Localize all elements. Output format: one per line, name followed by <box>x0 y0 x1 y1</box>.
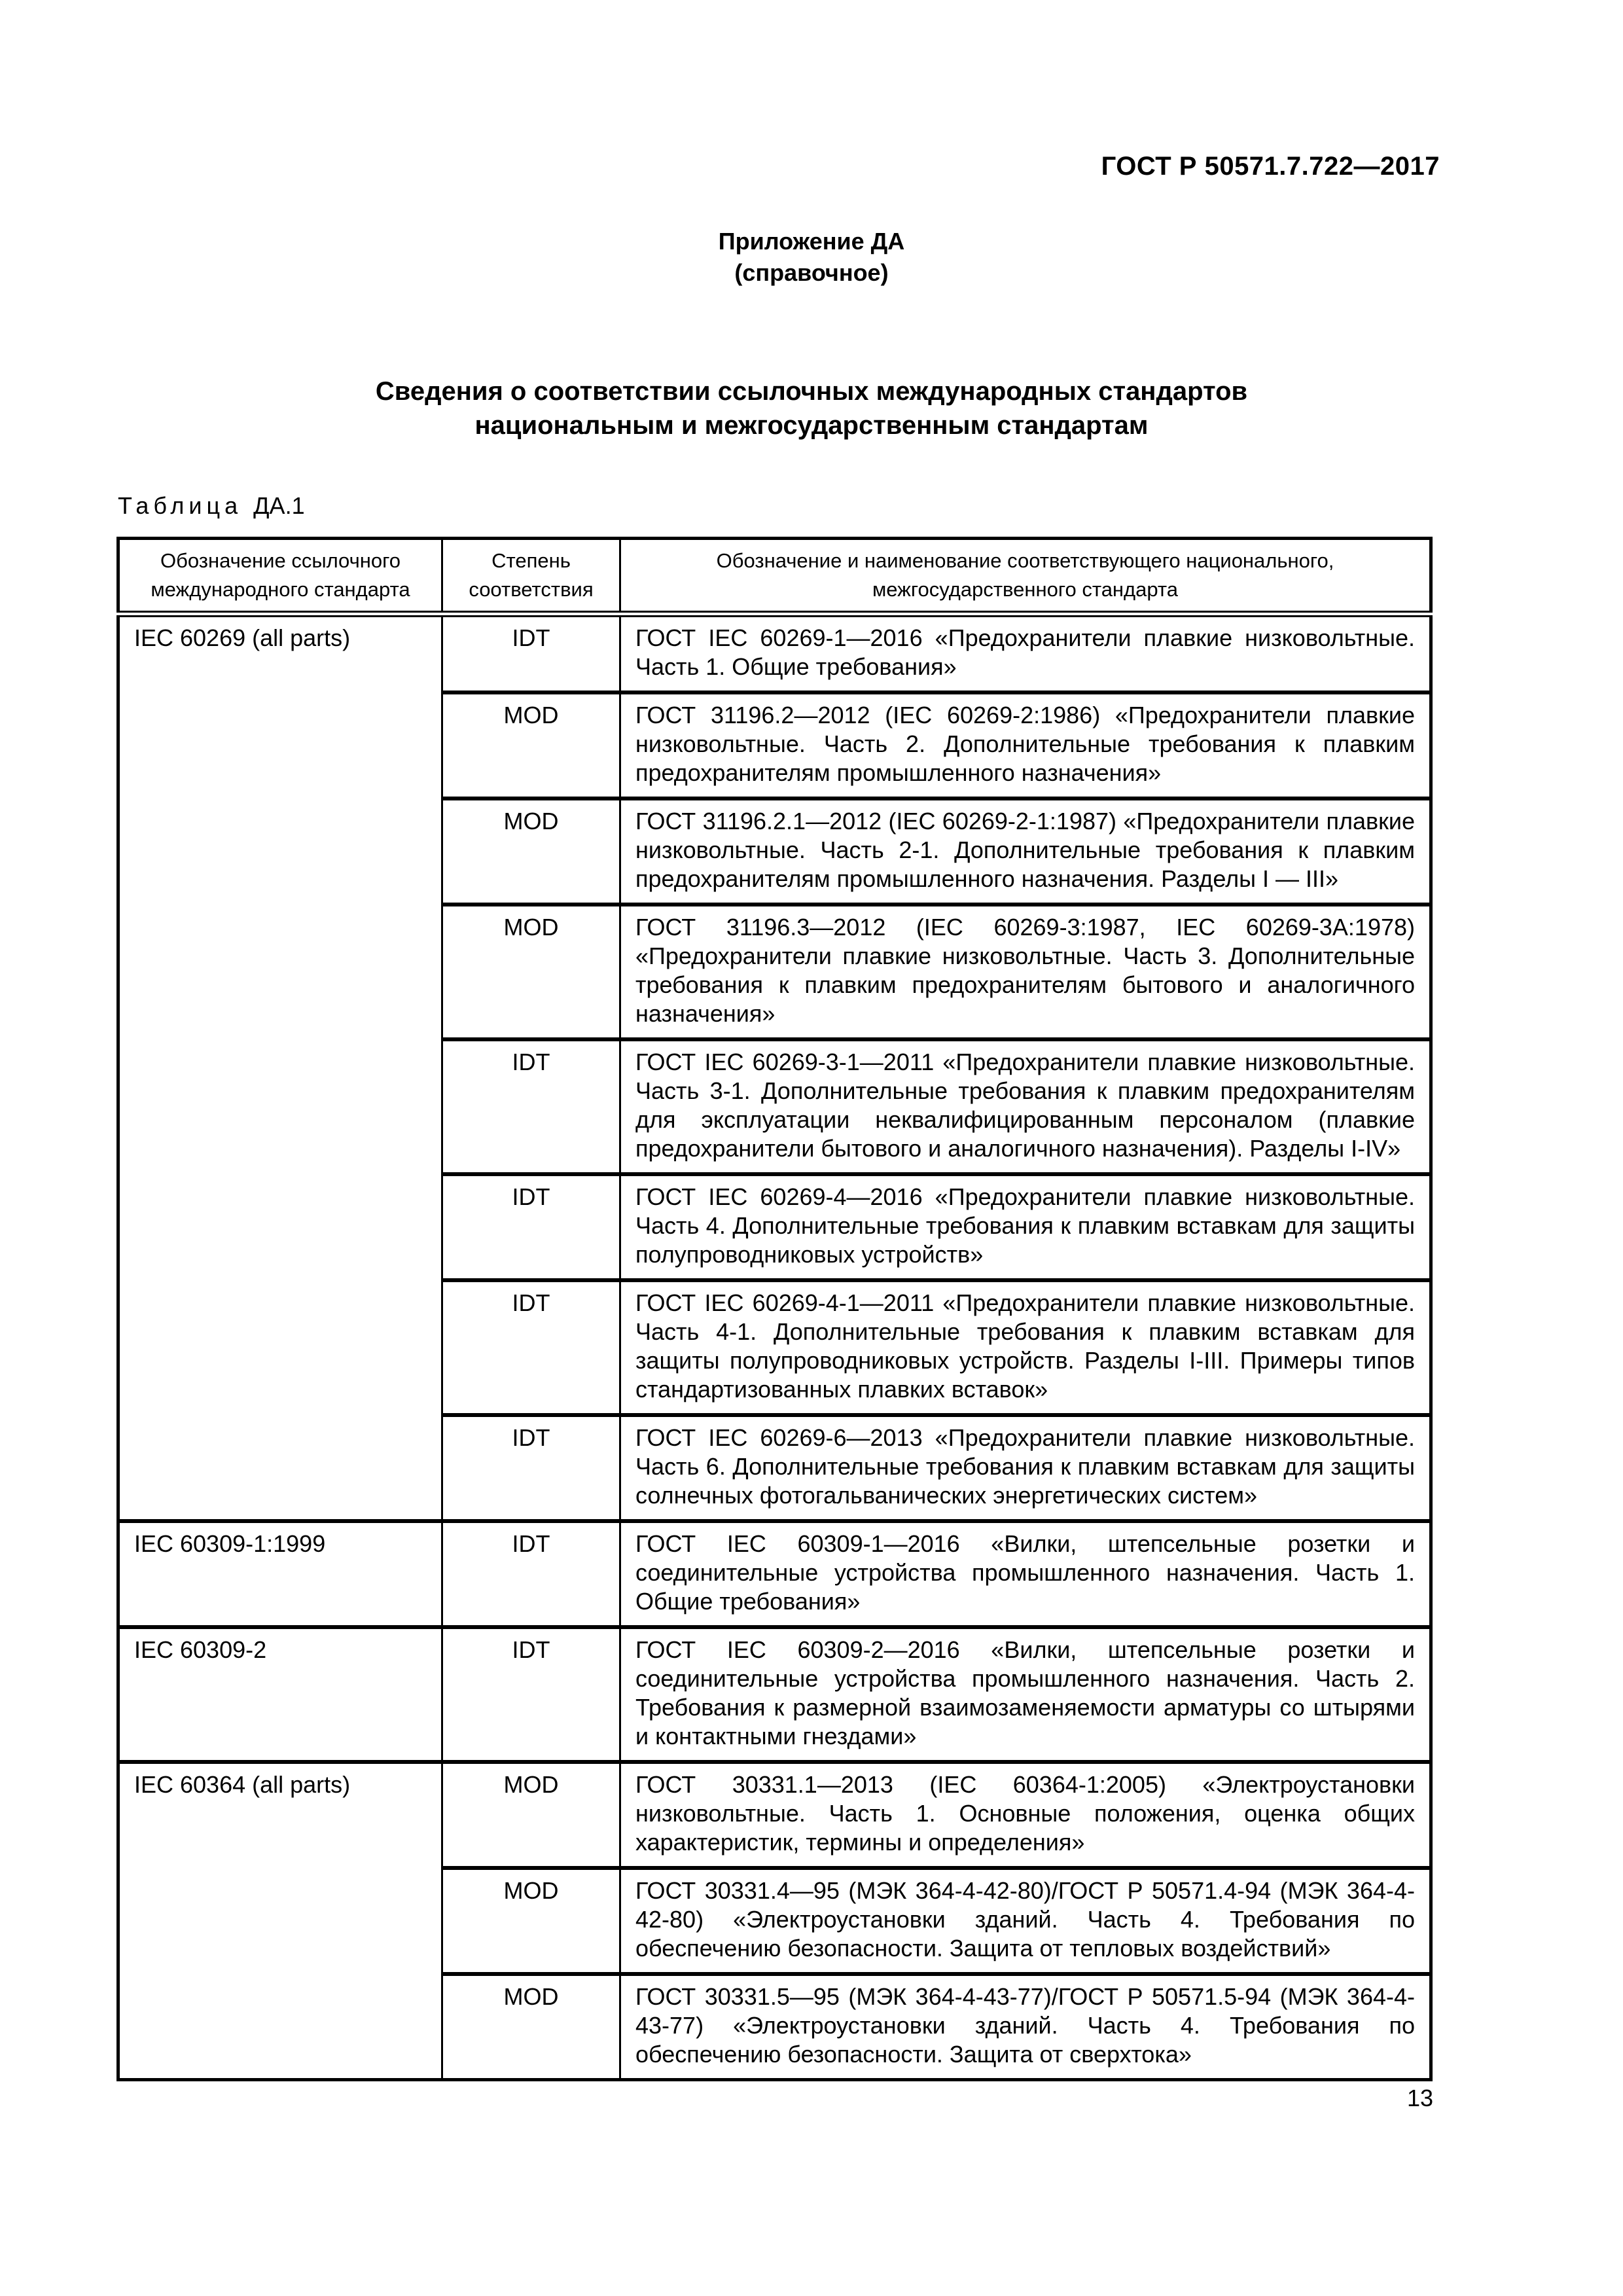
degree-cell: MOD <box>442 1974 620 2080</box>
table-row <box>118 1521 1431 1627</box>
degree-cell: MOD <box>442 692 620 798</box>
document-code: ГОСТ Р 50571.7.722—2017 <box>1101 152 1440 181</box>
degree-cell: MOD <box>442 1762 620 1868</box>
appendix-label: Приложение ДА <box>718 228 905 255</box>
national-standard-cell: ГОСТ 30331.5—95 (МЭК 364-4-43-77)/ГОСТ Р 50571.5-94 (МЭК 364-4-43-77) «Электроустановки зданий. Часть 4. Требования по обеспечению безопасности. Защита от сверхтока» <box>620 1974 1431 2080</box>
intl-standard-cell: IEC 60269 (all parts) <box>118 614 442 1521</box>
national-standard-cell: ГОСТ IEC 60269-4-1—2011 «Предохранители плавкие низковольтные. Часть 4-1. Дополнительные требования к плавким вставкам для защиты полупроводниковых устройств. Разделы I-III. Примеры типов стандартизованных плавких вставок» <box>620 1280 1431 1415</box>
intl-standard-cell: IEC 60309-2 <box>118 1627 442 1762</box>
appendix-heading <box>0 226 1623 289</box>
appendix-type: (справочное) <box>734 259 889 286</box>
table-header-row <box>118 539 1431 615</box>
column-header-international: Обозначение ссылочного международного стандарта <box>118 539 442 615</box>
table-caption-number: ДА.1 <box>253 492 305 519</box>
national-standard-cell: ГОСТ IEC 60269-1—2016 «Предохранители плавкие низковольтные. Часть 1. Общие требования» <box>620 614 1431 692</box>
intl-standard-cell: IEC 60364 (all parts) <box>118 1762 442 2080</box>
column-header-degree: Степень соответствия <box>442 539 620 615</box>
degree-cell: IDT <box>442 614 620 692</box>
page-number: 13 <box>1406 2085 1433 2111</box>
national-standard-cell: ГОСТ IEC 60269-6—2013 «Предохранители плавкие низковольтные. Часть 6. Дополнительные требования к плавким вставкам для защиты солнечных фотогальванических энергетических систем» <box>620 1415 1431 1521</box>
table-row <box>118 614 1431 692</box>
national-standard-cell: ГОСТ 30331.1—2013 (IEC 60364-1:2005) «Электроустановки низковольтные. Часть 1. Основные положения, оценка общих характеристик, термины и определения» <box>620 1762 1431 1868</box>
degree-cell: MOD <box>442 905 620 1039</box>
degree-cell: IDT <box>442 1280 620 1415</box>
national-standard-cell: ГОСТ 31196.2.1—2012 (IEC 60269-2-1:1987) «Предохранители плавкие низковольтные. Часть 2-1. Дополнительные требования к плавким предохранителям промышленного назначения. Разделы I — III» <box>620 798 1431 905</box>
correspondence-table <box>116 537 1433 2081</box>
degree-cell: MOD <box>442 798 620 905</box>
national-standard-cell: ГОСТ IEC 60269-3-1—2011 «Предохранители плавкие низковольтные. Часть 3-1. Дополнительные требования к плавким предохранителям для эксплуатации неквалифицированным персоналом (плавкие предохранители бытового и аналогичного назначения). Разделы I-IV» <box>620 1039 1431 1174</box>
intl-standard-cell: IEC 60309-1:1999 <box>118 1521 442 1627</box>
degree-cell: IDT <box>442 1415 620 1521</box>
national-standard-cell: ГОСТ 30331.4—95 (МЭК 364-4-42-80)/ГОСТ Р 50571.4-94 (МЭК 364-4-42-80) «Электроустановки зданий. Часть 4. Требования по обеспечению безопасности. Защита от тепловых воздействий» <box>620 1868 1431 1974</box>
national-standard-cell: ГОСТ 31196.3—2012 (IEC 60269-3:1987, IEC 60269-3A:1978) «Предохранители плавкие низковольтные. Часть 3. Дополнительные требования к плавким предохранителям бытового и аналогичного назначения» <box>620 905 1431 1039</box>
national-standard-cell: ГОСТ IEC 60309-2—2016 «Вилки, штепсельные розетки и соединительные устройства промышленного назначения. Часть 2. Требования к размерной взаимозаменяемости арматуры со штырями и контактными гнездами» <box>620 1627 1431 1762</box>
national-standard-cell: ГОСТ IEC 60309-1—2016 «Вилки, штепсельные розетки и соединительные устройства промышленного назначения. Часть 1. Общие требования» <box>620 1521 1431 1627</box>
table-row <box>118 1627 1431 1762</box>
degree-cell: IDT <box>442 1521 620 1627</box>
national-standard-cell: ГОСТ IEC 60269-4—2016 «Предохранители плавкие низковольтные. Часть 4. Дополнительные требования к плавким вставкам для защиты полупроводниковых устройств» <box>620 1174 1431 1280</box>
table-caption <box>118 492 305 520</box>
degree-cell: IDT <box>442 1627 620 1762</box>
column-header-national: Обозначение и наименование соответствующего национального, межгосударственного стандарта <box>620 539 1431 615</box>
national-standard-cell: ГОСТ 31196.2—2012 (IEC 60269-2:1986) «Предохранители плавкие низковольтные. Часть 2. Дополнительные требования к плавким предохранителям промышленного назначения» <box>620 692 1431 798</box>
table-row <box>118 1762 1431 1868</box>
degree-cell: IDT <box>442 1174 620 1280</box>
title-line-2: национальным и межгосударственным стандартам <box>474 411 1149 440</box>
title-line-1: Сведения о соответствии ссылочных международных стандартов <box>375 377 1248 406</box>
table-caption-word: Таблица <box>118 492 243 519</box>
degree-cell: IDT <box>442 1039 620 1174</box>
page-title <box>0 374 1623 442</box>
degree-cell: MOD <box>442 1868 620 1974</box>
